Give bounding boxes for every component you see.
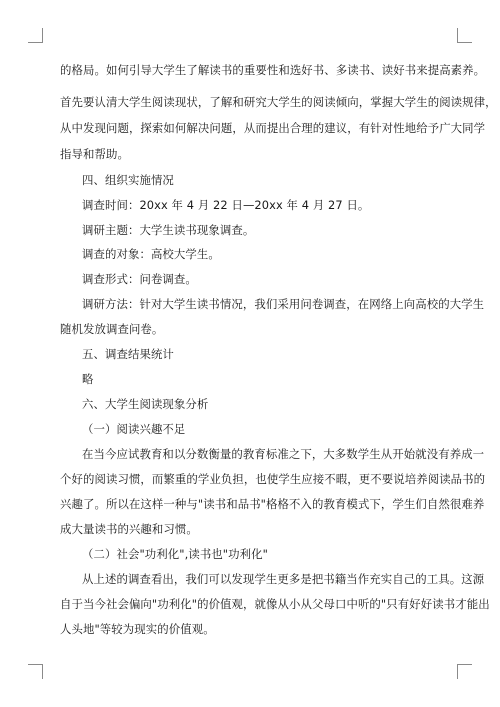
- paragraph-line: 首先要认清大学生阅读现状，了解和研究大学生的阅读倾向，掌握大学生的阅读规律，: [60, 95, 497, 109]
- paragraph-line: 的格局。如何引导大学生了解读书的重要性和选好书、多读书、读好书来提高素养。: [60, 63, 486, 77]
- paragraph-line: 人头地"等较为现实的价值观。: [60, 622, 215, 636]
- crop-mark-bottom-left: [28, 664, 43, 679]
- subsection-heading: （一）阅读兴趣不足: [82, 422, 186, 436]
- paragraph-line: 从上述的调查看出，我们可以发现学生更多是把书籍当作充实自己的工具。这源: [82, 572, 485, 586]
- paragraph-line: 个好的阅读习惯，而繁重的学业负担，也使学生应接不暇，更不要说培养阅读品书的: [60, 472, 486, 486]
- paragraph-line: 自于当今社会偏向"功利化"的价值观，就像从小从父母口中听的"只有好好读书才能出: [60, 597, 490, 611]
- paragraph-line: 成大量读书的兴趣和习惯。: [60, 522, 198, 536]
- crop-mark-top-right: [457, 28, 472, 43]
- survey-method: 调研方法：针对大学生读书情况，我们采用问卷调查，在网络上向高校的大学生: [82, 297, 485, 311]
- survey-topic: 调研主题：大学生读书现象调查。: [82, 223, 255, 237]
- section-heading: 六、大学生阅读现象分析: [82, 397, 209, 411]
- paragraph-line: 略: [82, 372, 94, 386]
- paragraph-line: 在当今应试教育和以分数衡量的教育标准之下，大多数学生从开始就没有养成一: [82, 447, 485, 461]
- crop-mark-top-left: [28, 28, 43, 43]
- paragraph-line: 指导和帮助。: [60, 147, 129, 161]
- survey-subject: 调查的对象：高校大学生。: [82, 247, 220, 261]
- paragraph-line: 从中发现问题，探索如何解决问题，从而提出合理的建议，有针对性地给予广大同学: [60, 121, 486, 135]
- paragraph-line: 随机发放调查问卷。: [60, 322, 164, 336]
- survey-time: 调查时间：20xx 年 4 月 22 日—20xx 年 4 月 27 日。: [82, 198, 370, 212]
- section-heading: 四、组织实施情况: [82, 173, 174, 187]
- section-heading: 五、调查结果统计: [82, 347, 174, 361]
- survey-form: 调查形式：问卷调查。: [82, 272, 197, 286]
- crop-mark-bottom-right: [457, 664, 472, 679]
- subsection-heading: （二）社会"功利化",读书也"功利化": [82, 547, 268, 561]
- paragraph-line: 兴趣了。所以在这样一种与"读书和品书"格格不入的教育模式下，学生们自然很难养: [60, 497, 485, 511]
